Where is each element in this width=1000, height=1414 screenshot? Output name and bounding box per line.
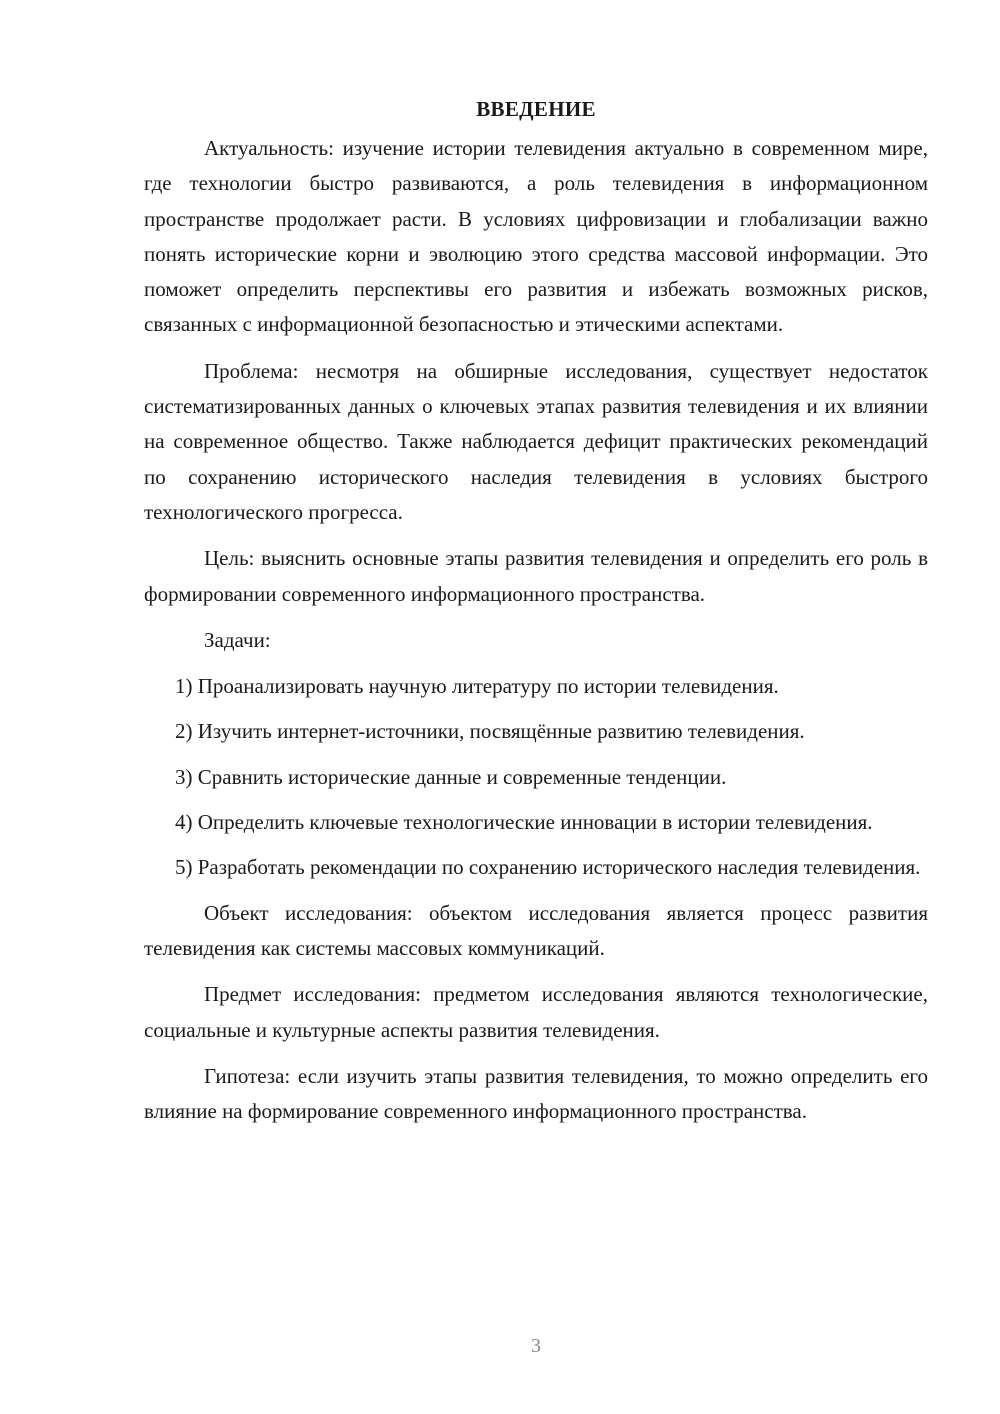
goal-paragraph: Цель: выяснить основные этапы развития телевидения и определить его роль в формировании современного информационного пространства. (144, 546, 928, 606)
task-item: 4) Определить ключевые технологические инновации в истории телевидения. (175, 810, 873, 835)
subject-paragraph: Предмет исследования: предметом исследования являются технологические, социальные и культурные аспекты развития телевидения. (144, 982, 928, 1042)
tasks-heading: Задачи: (204, 627, 271, 652)
hypothesis-paragraph: Гипотеза: если изучить этапы развития телевидения, то можно определить его влияние на формирование современного информационного пространства. (144, 1063, 928, 1124)
document-page (144, 92, 928, 1140)
problem-paragraph: Проблема: несмотря на обширные исследования, существует недостаток систематизированных данных о ключевых этапах развития телевидения и их влиянии на современное общество. Также наблюдается дефицит практических рекомендаций по сохранению исторического наследия телевидения в условиях быстрого технологического прогресса. (144, 358, 928, 524)
task-item: 2) Изучить интернет-источники, посвящённые развитию телевидения. (175, 719, 805, 744)
task-item: 5) Разработать рекомендации по сохранению исторического наследия телевидения. (175, 855, 921, 880)
task-item: 1) Проанализировать научную литературу по истории телевидения. (175, 674, 779, 699)
section-title: ВВЕДЕНИЕ (476, 97, 596, 121)
relevance-paragraph: Актуальность: изучение истории телевидения актуально в современном мире, где технологии быстро развиваются, а роль телевидения в информационном пространстве продолжает расти. В условиях цифровизации и глобализации важно понять исторические корни и эволюцию этого средства массовой информации. Это поможет определить перспективы его развития и избежать возможных рисков, связанных с информационной безопасностью и этическими аспектами. (144, 136, 928, 337)
page-number: 3 (531, 1335, 541, 1357)
task-item: 3) Сравнить исторические данные и современные тенденции. (175, 764, 727, 789)
object-paragraph: Объект исследования: объектом исследования является процесс развития телевидения как системы массовых коммуникаций. (144, 900, 928, 960)
